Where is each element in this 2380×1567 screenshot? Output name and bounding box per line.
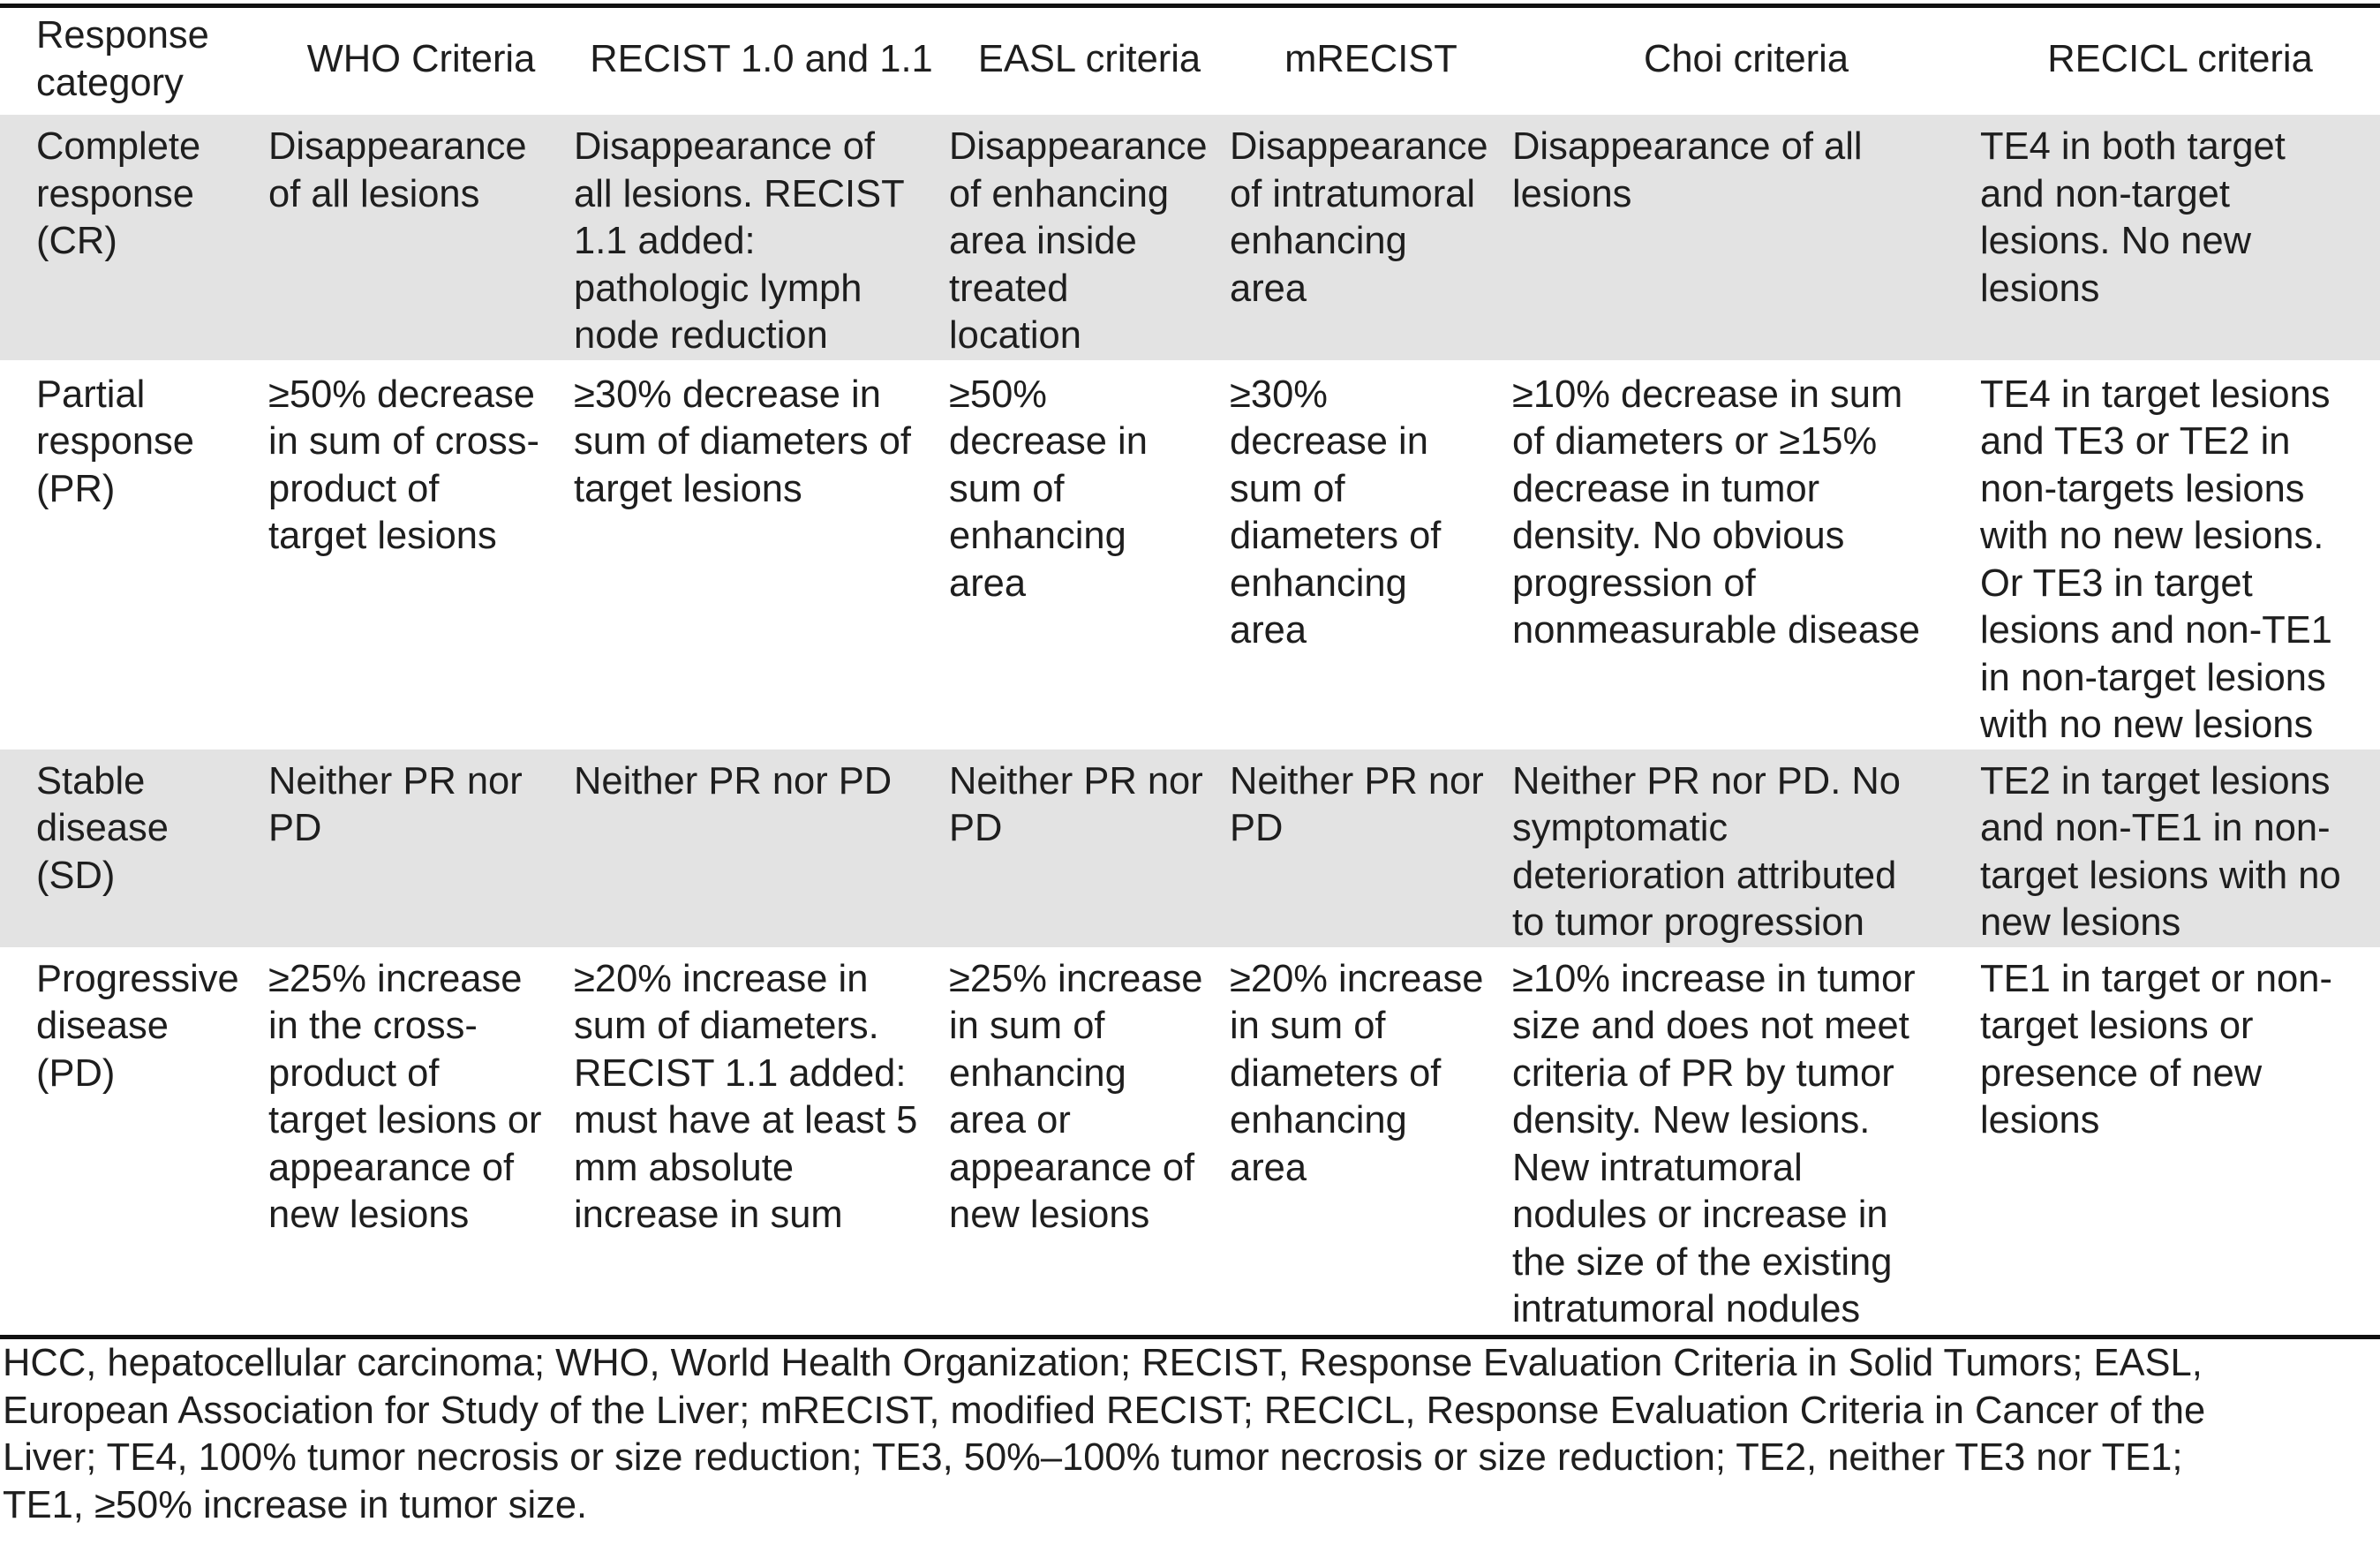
table-cell-recist: Disappearance of all lesions. RECIST 1.1 added: pathologic lymph node reduction — [574, 115, 949, 363]
header-response-category: Response category — [36, 14, 209, 104]
table-cell-recicl: TE1 in target or non- target lesions or presence of new lesions — [1980, 957, 2332, 1141]
table-cell-recist: Neither PR nor PD — [574, 750, 949, 947]
table-header-row — [0, 8, 2380, 115]
header-easl-criteria: EASL criteria — [977, 37, 1201, 80]
table-footnote: HCC, hepatocellular carcinoma; WHO, World Health Organization; RECIST, Response Evaluation Criteria in Solid Tumors; EASL, European Association for Study of the Liver; mRECIST, modified RECIST; RECICL, Response Evaluation Criteria in Cancer of the Liver; TE4, 100% tumor necrosis or size reduction; TE3, 50%–100% tumor necrosis or size reduction; TE2, neither TE3 nor TE1; TE1, ≥50% increase in tumor size. — [3, 1342, 2206, 1526]
table-cell-choi: Disappearance of all lesions — [1512, 115, 1980, 363]
table-cell-category: Complete response (CR) — [0, 115, 268, 363]
table-cell-who: ≥50% decrease in sum of cross- product of target lesions — [268, 373, 539, 557]
table-cell-choi: Neither PR nor PD. No symptomatic deterioration attributed to tumor progression — [1512, 750, 1980, 947]
table-cell-easl: ≥50% decrease in sum of enhancing area — [949, 373, 1148, 605]
table-row-progressive-disease — [0, 947, 2380, 1337]
table-cell-recicl: TE4 in target lesions and TE3 or TE2 in non-targets lesions with no new lesions. Or TE3 in target lesions and non-TE1 in non-target lesions with no new lesions — [1980, 373, 2332, 746]
header-mrecist: mRECIST — [1284, 37, 1457, 80]
table-cell-who: Neither PR nor PD — [268, 750, 574, 947]
table-cell-mrecist: ≥20% increase in sum of diameters of enhancing area — [1230, 957, 1484, 1189]
table-cell-recist: ≥30% decrease in sum of diameters of target lesions — [574, 373, 911, 510]
table-cell-category: Partial response (PR) — [36, 373, 194, 510]
table-cell-choi: ≥10% decrease in sum of diameters or ≥15% decrease in tumor density. No obvious progression of nonmeasurable disease — [1512, 373, 1920, 652]
table-row-partial-response — [0, 363, 2380, 750]
response-criteria-table — [0, 8, 2380, 1337]
table-cell-mrecist: ≥30% decrease in sum of diameters of enhancing area — [1230, 373, 1442, 652]
header-choi-criteria: Choi criteria — [1643, 37, 1849, 80]
header-recicl-criteria: RECICL criteria — [2047, 37, 2313, 80]
table-cell-easl: Disappearance of enhancing area inside treated location — [949, 115, 1230, 363]
table-cell-who: ≥25% increase in the cross- product of target lesions or appearance of new lesions — [268, 957, 542, 1236]
table-row-complete-response — [0, 115, 2380, 363]
table-cell-category: Stable disease (SD) — [0, 750, 268, 947]
table-cell-mrecist: Neither PR nor PD — [1230, 750, 1512, 947]
table-cell-mrecist: Disappearance of intratumoral enhancing area — [1230, 115, 1512, 363]
table-cell-recicl: TE4 in both target and non-target lesions. No new lesions — [1980, 115, 2380, 363]
header-who-criteria: WHO Criteria — [306, 37, 536, 80]
table-cell-recist: ≥20% increase in sum of diameters. RECIST 1.1 added: must have at least 5 mm absolute increase in sum — [574, 957, 918, 1236]
table-cell-easl: Neither PR nor PD — [949, 750, 1230, 947]
table-cell-choi: ≥10% increase in tumor size and does not meet criteria of PR by tumor density. New lesions. New intratumoral nodules or increase in the size of the existing intratumoral nodules — [1512, 957, 1916, 1330]
table-cell-who: Disappearance of all lesions — [268, 115, 574, 363]
table-cell-category: Progressive disease (PD) — [36, 957, 239, 1095]
table-row-stable-disease — [0, 750, 2380, 947]
table-cell-recicl: TE2 in target lesions and non-TE1 in non- target lesions with no new lesions — [1980, 750, 2380, 947]
header-recist: RECIST 1.0 and 1.1 — [590, 37, 933, 80]
table-cell-easl: ≥25% increase in sum of enhancing area or appearance of new lesions — [949, 957, 1203, 1236]
